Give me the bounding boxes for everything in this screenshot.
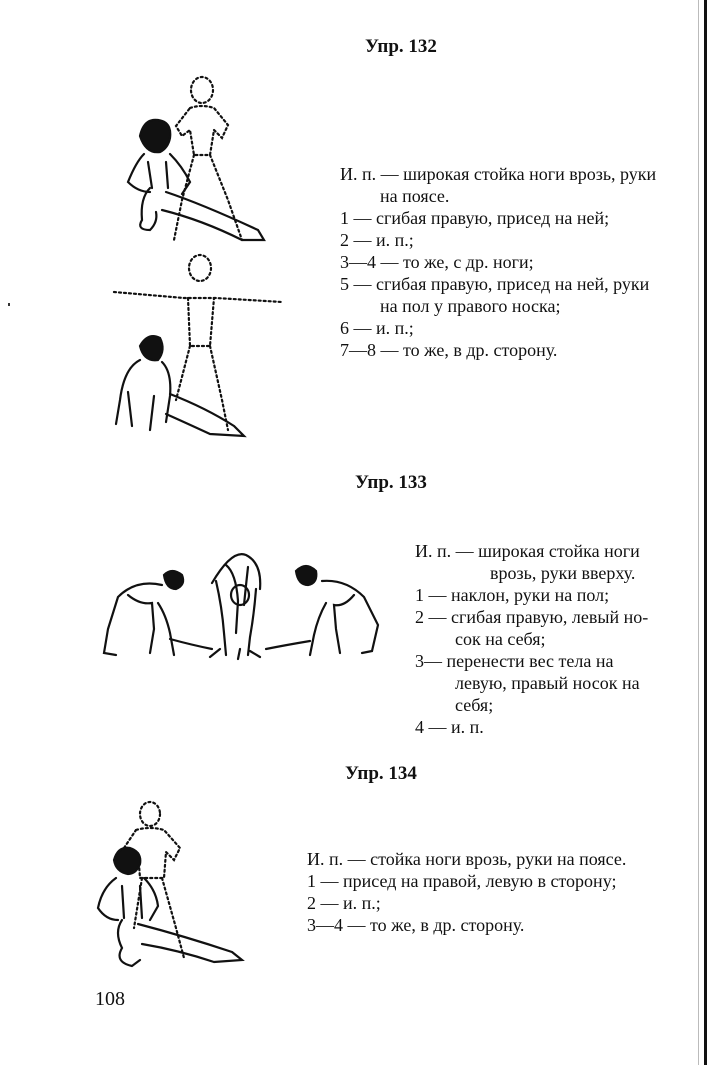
exercise-132-illustration: [110, 70, 290, 445]
exercise-132-description: [340, 163, 656, 361]
exercise-133-line-6: 3— перенести вес тела на: [415, 651, 614, 671]
exercise-134-title: Упр. 134: [345, 763, 417, 784]
exercise-132-title: Упр. 132: [365, 36, 437, 57]
exercise-133-title: Упр. 133: [355, 472, 427, 493]
exercise-133-line-4: 2 — сгибая правую, левый но-: [415, 607, 649, 627]
exercise-134-line-2: 1 — присед на правой, левую в сторону;: [307, 871, 617, 891]
scan-speck: [8, 303, 10, 306]
page-binding-edge: [704, 0, 707, 1065]
exercise-132-line-7: на пол у правого носка;: [380, 296, 561, 316]
exercise-134-line-1: И. п. — стойка ноги врозь, руки на поясе.: [307, 849, 627, 869]
exercise-132-line-1: И. п. — широкая стойка ноги врозь, руки: [340, 164, 657, 184]
exercise-133-line-7: левую, правый носок на: [455, 673, 640, 693]
exercise-134-description: [307, 848, 626, 936]
exercise-133-description: [415, 540, 677, 738]
exercise-133-illustration: [100, 545, 385, 665]
page-edge-line: [698, 0, 699, 1065]
exercise-134-line-4: 3—4 — то же, в др. сторону.: [307, 915, 525, 935]
exercise-132-line-2: на поясе.: [380, 186, 450, 206]
exercise-132-line-8: 6 — и. п.;: [340, 318, 414, 338]
exercise-133-line-1: И. п. — широкая стойка ноги: [415, 541, 640, 561]
page-number: 108: [95, 988, 125, 1010]
exercise-132-line-9: 7—8 — то же, в др. сторону.: [340, 340, 558, 360]
exercise-133-line-9: 4 — и. п.: [415, 717, 484, 737]
exercise-132-line-5: 3—4 — то же, с др. ноги;: [340, 252, 534, 272]
exercise-132-line-3: 1 — сгибая правую, присед на ней;: [340, 208, 610, 228]
exercise-133-line-5: сок на себя;: [455, 629, 546, 649]
exercise-134-illustration: [92, 798, 252, 978]
exercise-133-line-2: врозь, руки вверху.: [490, 563, 636, 583]
exercise-132-line-4: 2 — и. п.;: [340, 230, 414, 250]
exercise-133-line-3: 1 — наклон, руки на пол;: [415, 585, 610, 605]
exercise-133-line-8: себя;: [455, 695, 494, 715]
exercise-132-line-6: 5 — сгибая правую, присед на ней, руки: [340, 274, 650, 294]
exercise-134-line-3: 2 — и. п.;: [307, 893, 381, 913]
